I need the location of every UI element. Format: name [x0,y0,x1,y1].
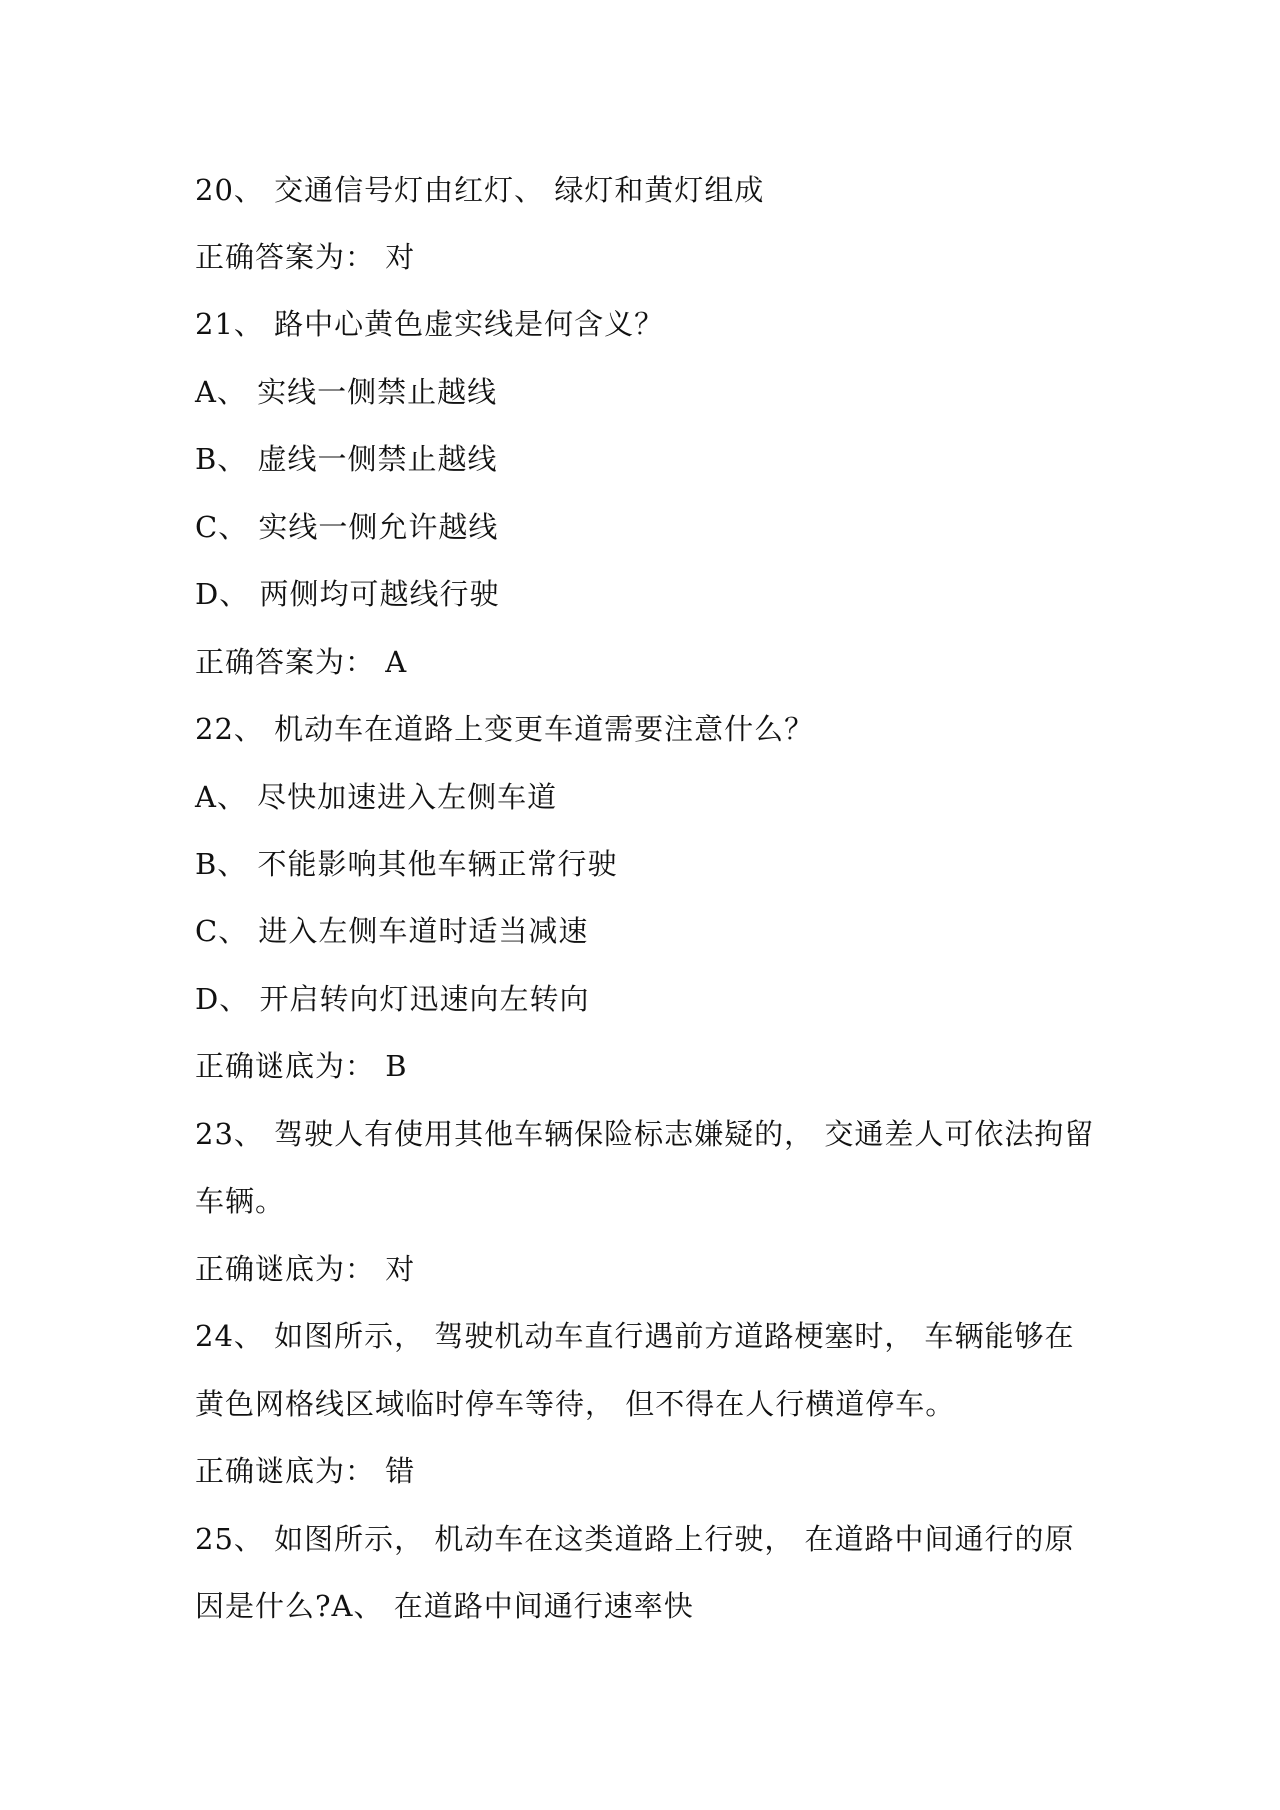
question-20: 20、 交通信号灯由红灯、 绿灯和黄灯组成 [195,173,765,207]
answer-22: 正确谜底为： B [195,1049,408,1083]
option-22-b: B、 不能影响其他车辆正常行驶 [195,847,618,881]
question-24-line-2: 黄色网格线区域临时停车等待， 但不得在人行横道停车。 [195,1387,956,1421]
question-23-line-1: 23、 驾驶人有使用其他车辆保险标志嫌疑的， 交通差人可依法拘留 [195,1117,1095,1151]
question-22: 22、 机动车在道路上变更车道需要注意什么？ [195,712,815,746]
option-22-d: D、 开启转向灯迅速向左转向 [195,982,590,1016]
question-25-line-2: 因是什么?A、 在道路中间通行速率快 [195,1589,694,1623]
question-25-line-1: 25、 如图所示， 机动车在这类道路上行驶， 在道路中间通行的原 [195,1522,1075,1556]
option-21-d: D、 两侧均可越线行驶 [195,577,500,611]
question-23-line-2: 车辆。 [195,1184,286,1218]
question-21: 21、 路中心黄色虚实线是何含义？ [195,307,665,341]
answer-20: 正确答案为： 对 [195,240,416,274]
answer-21: 正确答案为： A [195,645,408,679]
option-22-c: C、 进入左侧车道时适当减速 [195,914,589,948]
option-21-b: B、 虚线一侧禁止越线 [195,442,498,476]
option-22-a: A、 尽快加速进入左侧车道 [195,780,558,814]
option-21-c: C、 实线一侧允许越线 [195,510,499,544]
option-21-a: A、 实线一侧禁止越线 [195,375,498,409]
answer-24: 正确谜底为： 错 [195,1454,416,1488]
answer-23: 正确谜底为： 对 [195,1252,416,1286]
question-24-line-1: 24、 如图所示， 驾驶机动车直行遇前方道路梗塞时， 车辆能够在 [195,1319,1075,1353]
